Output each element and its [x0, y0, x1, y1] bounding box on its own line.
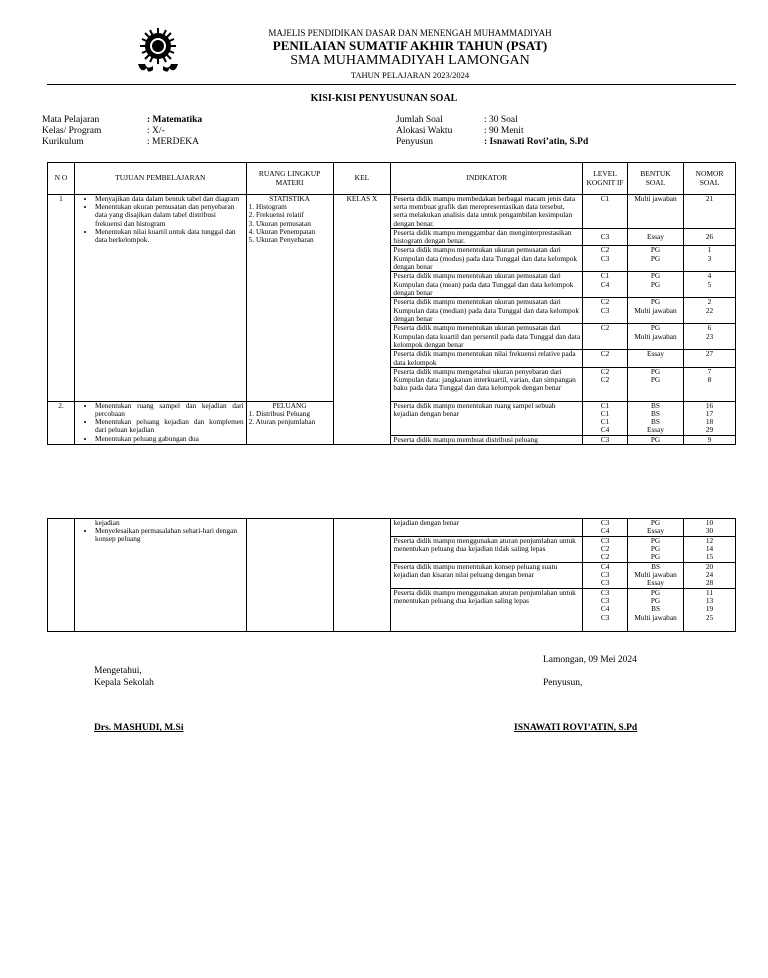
- indikator-cell: Peserta didik mampu menentukan konsep peluang suatu kejadian dan kisaran nilai peluang dengan benar: [391, 563, 583, 589]
- nomor-cell: 10 30: [684, 519, 736, 537]
- info-label: Mata Pelajaran: [42, 115, 100, 125]
- section2-ruang-cont: [246, 519, 333, 632]
- col-no: N O: [48, 163, 75, 195]
- level-cell: C1 C1 C1 C4: [583, 401, 628, 435]
- ruang-item: 2. Frekuensi relatif: [248, 210, 304, 220]
- author-name: ISNAWATI ROVI’ATIN, S.Pd: [514, 723, 638, 733]
- school-name: SMA MUHAMMADIYAH LAMONGAN: [290, 53, 530, 68]
- info-label: Penyusun: [396, 137, 433, 147]
- col-bentuk: BENTUK SOAL: [628, 163, 684, 195]
- indikator-cell: kejadian dengan benar: [391, 519, 583, 537]
- level-cell: C2 C3: [583, 246, 628, 272]
- bentuk-cell: PG PG: [628, 272, 684, 298]
- nomor-cell: 20 24 28: [684, 563, 736, 589]
- section2-tujuan-cont: [74, 519, 246, 632]
- col-ruang: RUANG LINGKUP MATERI: [246, 163, 333, 195]
- bentuk-cell: PG PG: [628, 367, 684, 401]
- info-value: : 30 Soal: [484, 115, 518, 125]
- col-kel: KEL: [333, 163, 391, 195]
- ruang-item: 3. Ukuran pemusatan: [248, 218, 311, 228]
- level-cell: C3: [583, 435, 628, 444]
- section2-no-cont: [48, 519, 75, 632]
- indikator-cell: Peserta didik mampu menentukan ukuran pemusatan dari Kumpulan data (mean) pada data Tunggal dan data kelompok dengan benar: [391, 272, 583, 298]
- nomor-cell: 1 3: [683, 246, 735, 272]
- level-cell: C3 C3 C4 C3: [583, 589, 628, 632]
- bentuk-cell: Essay: [628, 229, 684, 246]
- kisi-table-part2: [47, 518, 736, 632]
- section1-no: 1: [48, 195, 75, 402]
- level-cell: C1 C4: [583, 272, 628, 298]
- level-cell: C3 C4: [583, 519, 628, 537]
- nomor-cell: 6 23: [683, 324, 735, 350]
- info-value: : MERDEKA: [147, 137, 199, 147]
- school-year: TAHUN PELAJARAN 2023/2024: [350, 70, 470, 80]
- nomor-cell: 26: [683, 229, 735, 246]
- ruang-title: PELUANG: [272, 400, 307, 410]
- bentuk-cell: PG PG BS Multi jawaban: [628, 589, 684, 632]
- bentuk-cell: Essay: [628, 350, 684, 367]
- level-cell: C2 C2: [583, 367, 628, 401]
- indikator-cell: Peserta didik mampu menentukan nilai frekuensi relative pada data kelompok: [391, 350, 583, 367]
- level-cell: C2: [583, 324, 628, 350]
- signature-left-line1: Mengetahui,: [94, 666, 142, 676]
- bentuk-cell: PG Multi jawaban: [628, 298, 684, 324]
- info-left: [42, 115, 202, 148]
- tujuan-item: • Menentukan ruang sampel dan kejadian dari percobaan: [95, 402, 244, 418]
- level-cell: C1: [583, 195, 628, 229]
- table-header-row: [48, 163, 736, 195]
- nomor-cell: 16 17 18 29: [683, 401, 735, 435]
- indikator-cell: Peserta didik mampu mengetahui ukuran penyebaran dari Kumpulan data: jangkauan interkuartil, varian, dan simpangan baku pada data Tunggal dan data kelompok dengan benar: [391, 367, 583, 401]
- ruang-item: 1. Histogram: [248, 202, 287, 212]
- col-tujuan: TUJUAN PEMBELAJARAN: [74, 163, 246, 195]
- section2-kel-cont: [333, 519, 391, 632]
- info-value: : Matematika: [147, 115, 203, 125]
- signature-right-line: Penyusun,: [543, 678, 583, 688]
- tujuan-item: • Menentukan nilai kuartil untuk data tunggal dan data berkelompok.: [95, 228, 244, 244]
- col-indikator: INDIKATOR: [391, 163, 583, 195]
- info-right: [396, 115, 588, 148]
- bentuk-cell: BS Multi jawaban Essay: [628, 563, 684, 589]
- table-row: [48, 401, 736, 435]
- info-label: Alokasi Waktu: [396, 126, 453, 136]
- level-cell: C3 C2 C2: [583, 537, 628, 563]
- bentuk-cell: PG Essay: [628, 519, 684, 537]
- table-row: [48, 519, 736, 537]
- section1-ruang: [246, 195, 333, 402]
- indikator-cell: Peserta didik mampu menggunakan aturan penjumlahan untuk menentukan peluang dua kejadian saling lepas: [391, 589, 583, 632]
- section2-no: 2.: [48, 401, 75, 444]
- nomor-cell: 7 8: [683, 367, 735, 401]
- bentuk-cell: PG PG PG: [628, 537, 684, 563]
- tujuan-item: • Menentukan peluang kejadian dan komplemen dari peluan kejadian: [95, 418, 244, 434]
- kisi-table-part1: [47, 162, 736, 445]
- bentuk-cell: BS BS BS Essay: [628, 401, 684, 435]
- ruang-item: 5. Ukuran Penyebaran: [248, 235, 314, 245]
- indikator-cell: Peserta didik mampu menggambar dan menginterprestasikan histogram dengan benar.: [391, 229, 583, 246]
- nomor-cell: 4 5: [683, 272, 735, 298]
- nomor-cell: 11 13 19 25: [684, 589, 736, 632]
- doc-title: KISI-KISI PENYUSUNAN SOAL: [310, 93, 458, 104]
- level-cell: C4 C3 C3: [583, 563, 628, 589]
- info-value: : 90 Menit: [484, 126, 524, 136]
- col-level: LEVEL KOGNIT IF: [583, 163, 628, 195]
- col-nomor: NOMOR SOAL: [683, 163, 735, 195]
- nomor-cell: 2 22: [683, 298, 735, 324]
- bentuk-cell: PG PG: [628, 246, 684, 272]
- indikator-cell: Peserta didik mampu membuat distribusi peluang: [391, 435, 583, 444]
- nomor-cell: 27: [683, 350, 735, 367]
- table-row: [48, 195, 736, 229]
- ruang-item: 2. Aturan penjumlahan: [248, 417, 316, 427]
- indikator-cell: Peserta didik mampu membedakan berbagai macam jenis data serta membuat grafik dan merepresentasikan data tersebut, serta melakukan analisis data untuk pengambilan kesimpulan dengan benar.: [391, 195, 583, 229]
- info-label: Jumlah Soal: [396, 115, 443, 125]
- header-rule: [47, 84, 736, 85]
- tujuan-continued: kejadian: [94, 518, 120, 527]
- level-cell: C2: [583, 350, 628, 367]
- info-label: Kelas/ Program: [42, 126, 102, 136]
- info-label: Kurikulum: [42, 137, 84, 147]
- indikator-cell: Peserta didik mampu menentukan ukuran pemusatan dari Kumpulan data (modus) pada data Tunggal dan data kelompok dengan benar: [391, 246, 583, 272]
- tujuan-item: • Menentukan peluang gabungan dua: [95, 435, 244, 443]
- tujuan-item: • Menyajikan data dalam bentuk tabel dan diagram: [95, 195, 244, 203]
- bentuk-cell: Multi jawaban: [628, 195, 684, 229]
- bentuk-cell: PG: [628, 435, 684, 444]
- nomor-cell: 12 14 15: [684, 537, 736, 563]
- exam-title: PENILAIAN SUMATIF AKHIR TAHUN (PSAT): [272, 38, 548, 53]
- section1-tujuan: [74, 195, 246, 402]
- indikator-cell: Peserta didik mampu menentukan ukuran pemusatan dari Kumpulan data kuartil dan persentil pada data Tunggal dan data kelompok dengan benar: [391, 324, 583, 350]
- indikator-cell: Peserta didik mampu menentukan ukuran pemusatan dari Kumpulan data (median) pada data Tunggal dan data kelompok dengan benar: [391, 298, 583, 324]
- indikator-cell: Peserta didik mampu menggunakan aturan penjumlahan untuk menentukan peluang dua kejadian tidak saling lepas: [391, 537, 583, 563]
- org-name: MAJELIS PENDIDIKAN DASAR DAN MENENGAH MUHAMMADIYAH: [268, 28, 552, 38]
- level-cell: C3: [583, 229, 628, 246]
- kelas: KELAS X: [333, 195, 391, 445]
- place-date: Lamongan, 09 Mei 2024: [543, 655, 637, 665]
- section2-ruang: [246, 401, 333, 444]
- info-value: : X/-: [147, 126, 165, 136]
- section2-tujuan: [74, 401, 246, 444]
- headmaster-name: Drs. MASHUDI, M.Si: [94, 723, 184, 733]
- nomor-cell: 21: [683, 195, 735, 229]
- bentuk-cell: PG Multi jawaban: [628, 324, 684, 350]
- indikator-cell: Peserta didik mampu menentukan ruang sampel sebuah kejadian dengan benar: [391, 401, 583, 435]
- muhammadiyah-logo: [133, 26, 183, 76]
- nomor-cell: 9: [683, 435, 735, 444]
- ruang-item: 4. Ukuran Penempatan: [248, 226, 316, 236]
- info-value: : Isnawati Rovi’atin, S.Pd: [484, 137, 589, 147]
- level-cell: C2 C3: [583, 298, 628, 324]
- tujuan-item: • Menyelesaikan permasalahan sehari-hari dengan konsep peluang: [95, 527, 244, 543]
- tujuan-item: • Menentukan ukuran pemusatan dan penyebaran data yang disajikan dalam tabel distribusi frekuensi dan histogram: [95, 203, 244, 228]
- ruang-title: STATISTIKA: [269, 194, 310, 203]
- ruang-item: 1. Distribusi Peluang: [248, 409, 311, 419]
- signature-left-line2: Kepala Sekolah: [94, 678, 154, 688]
